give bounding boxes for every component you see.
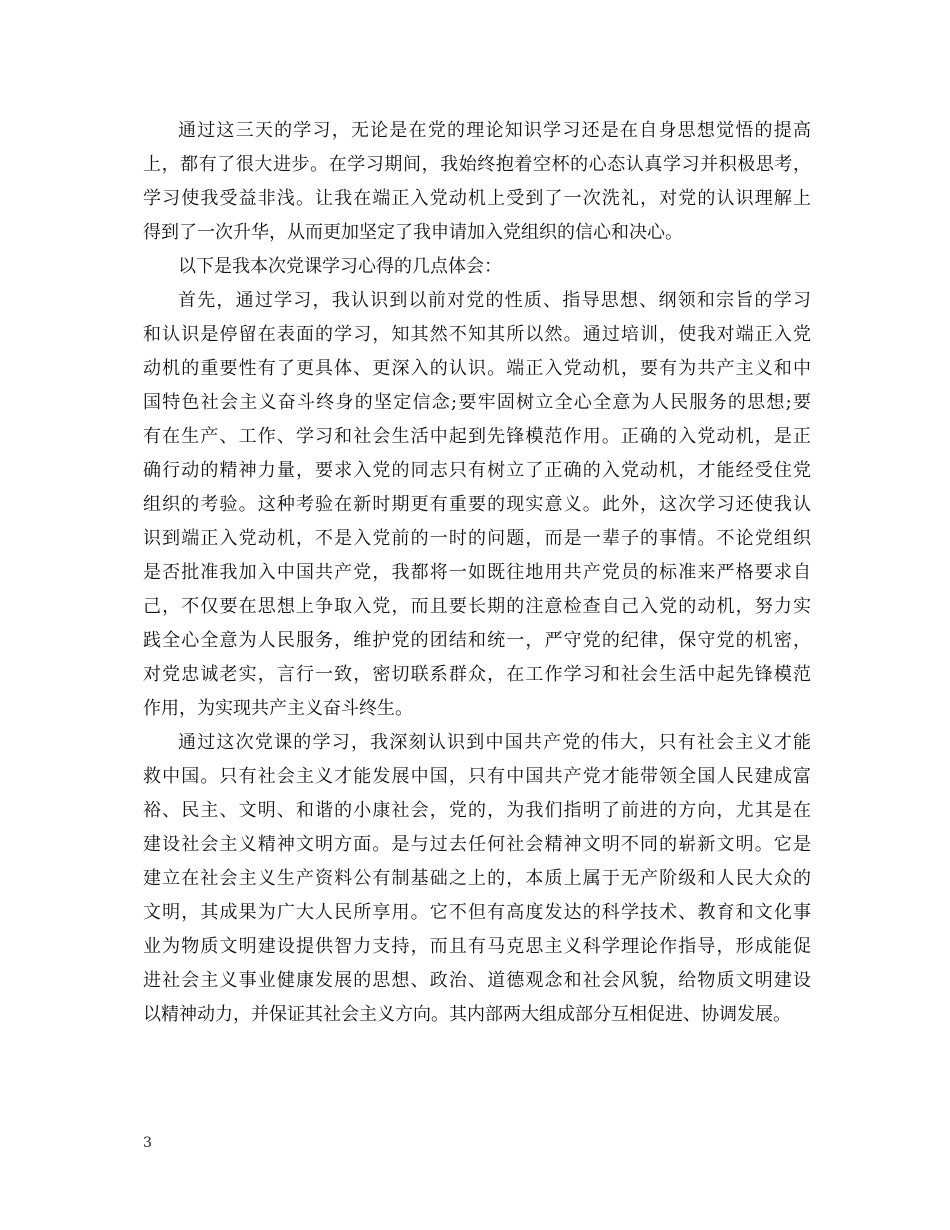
paragraph-3-line-9: 是否批准我加入中国共产党，我都将一如既往地用共产党员的标准来严格要求自: [143, 562, 811, 583]
paragraph-3-line-11: 践全心全意为人民服务，维护党的团结和统一，严守党的纪律，保守党的机密，: [143, 630, 811, 651]
paragraph-4-line-4: 建设社会主义精神文明方面。是与过去任何社会精神文明不同的崭新文明。它是: [143, 834, 811, 855]
paragraph-4-line-8: 进社会主义事业健康发展的思想、政治、道德观念和社会风貌，给物质文明建设: [143, 970, 811, 991]
paragraph-3-line-8: 识到端正入党动机，不是入党前的一时的问题，而是一辈子的事情。不论党组织: [143, 528, 811, 549]
paragraph-3-line-2: 和认识是停留在表面的学习，知其然不知其所以然。通过培训，使我对端正入党: [143, 324, 811, 345]
paragraph-4-line-9: 以精神动力，并保证其社会主义方向。其内部两大组成部分互相促进、协调发展。: [143, 1004, 791, 1025]
paragraph-4-line-3: 裕、民主、文明、和谐的小康社会，党的，为我们指明了前进的方向，尤其是在: [143, 800, 811, 821]
paragraph-1-line-4: 得到了一次升华，从而更加坚定了我申请加入党组织的信心和决心。: [143, 222, 683, 243]
paragraph-1-line-2: 上，都有了很大进步。在学习期间，我始终抱着空杯的心态认真学习并积极思考，: [143, 154, 811, 175]
paragraph-3-line-3: 动机的重要性有了更具体、更深入的认识。端正入党动机，要有为共产主义和中: [143, 358, 811, 379]
paragraph-2-line-1: 以下是我本次党课学习心得的几点体会：: [178, 256, 502, 277]
paragraph-3-line-7: 组织的考验。这种考验在新时期更有重要的现实意义。此外，这次学习还使我认: [143, 494, 811, 515]
paragraph-3-line-12: 对党忠诚老实，言行一致，密切联系群众，在工作学习和社会生活中起先锋模范: [143, 664, 811, 685]
paragraph-1-line-3: 学习使我受益非浅。让我在端正入党动机上受到了一次洗礼，对党的认识理解上: [143, 188, 811, 209]
paragraph-4-line-1: 通过这次党课的学习，我深刻认识到中国共产党的伟大，只有社会主义才能: [178, 732, 811, 753]
paragraph-3-line-1: 首先，通过学习，我认识到以前对党的性质、指导思想、纲领和宗旨的学习: [178, 290, 811, 311]
paragraph-1-line-1: 通过这三天的学习，无论是在党的理论知识学习还是在自身思想觉悟的提高: [178, 120, 811, 141]
paragraph-3-line-5: 有在生产、工作、学习和社会生活中起到先锋模范作用。正确的入党动机，是正: [143, 426, 811, 447]
paragraph-4-line-2: 救中国。只有社会主义才能发展中国，只有中国共产党才能带领全国人民建成富: [143, 766, 811, 787]
paragraph-3-line-10: 己，不仅要在思想上争取入党，而且要长期的注意检查自己入党的动机，努力实: [143, 596, 811, 617]
page-number: 3: [143, 1135, 152, 1151]
paragraph-4-line-6: 文明，其成果为广大人民所享用。它不但有高度发达的科学技术、教育和文化事: [143, 902, 811, 923]
paragraph-4-line-7: 业为物质文明建设提供智力支持，而且有马克思主义科学理论作指导，形成能促: [143, 936, 811, 957]
paragraph-4-line-5: 建立在社会主义生产资料公有制基础之上的，本质上属于无产阶级和人民大众的: [143, 868, 811, 889]
paragraph-3-line-6: 确行动的精神力量，要求入党的同志只有树立了正确的入党动机，才能经受住党: [143, 460, 811, 481]
paragraph-3-line-4: 国特色社会主义奋斗终身的坚定信念;要牢固树立全心全意为人民服务的思想;要: [143, 392, 811, 413]
paragraph-3-line-13: 作用，为实现共产主义奋斗终生。: [143, 698, 413, 719]
